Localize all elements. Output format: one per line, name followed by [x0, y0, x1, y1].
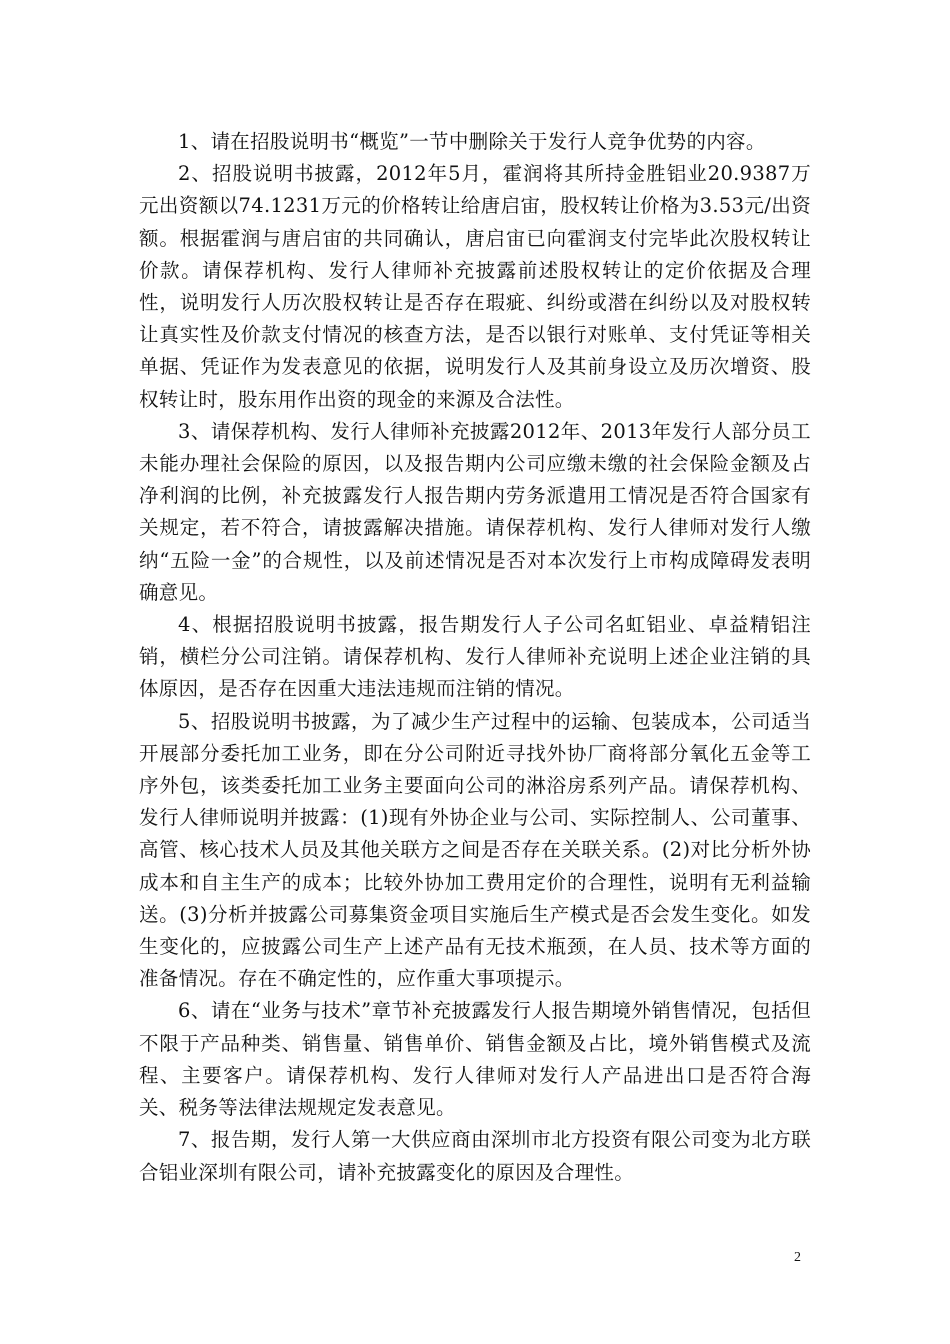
paragraph-3: 3、请保荐机构、发行人律师补充披露2012年、2013年发行人部分员工未能办理社会保险的原因，以及报告期内公司应缴未缴的社会保险金额及占净利润的比例，补充披露发行人报告期内劳务派遣用工情况是否符合国家有关规定，若不符合，请披露解决措施。请保荐机构、发行人律师对发行人缴纳“五险一金”的合规性，以及前述情况是否对本次发行上市构成障碍发表明确意见。: [139, 419, 811, 604]
paragraph-2: 2、招股说明书披露，2012年5月，霍润将其所持金胜铝业20.9387万元出资额以74.1231万元的价格转让给唐启宙，股权转让价格为3.53元/出资额。根据霍润与唐启宙的共同确认，唐启宙已向霍润支付完毕此次股权转让价款。请保荐机构、发行人律师补充披露前述股权转让的定价依据及合理性，说明发行人历次股权转让是否存在瑕疵、纠纷或潜在纠纷以及对股权转让真实性及价款支付情况的核查方法，是否以银行对账单、支付凭证等相关单据、凭证作为发表意见的依据，说明发行人及其前身设立及历次增资、股权转让时，股东用作出资的现金的来源及合法性。: [139, 162, 811, 411]
paragraph-1: 1、请在招股说明书“概览”一节中删除关于发行人竞争优势的内容。: [178, 130, 766, 153]
paragraph-6: 6、请在“业务与技术”章节补充披露发行人报告期境外销售情况，包括但不限于产品种类、销售量、销售单价、销售金额及占比，境外销售模式及流程、主要客户。请保荐机构、发行人律师对发行人产品进出口是否符合海关、税务等法律法规规定发表意见。: [139, 999, 811, 1120]
document-body: [139, 126, 811, 1189]
page-number: 2: [794, 1250, 801, 1265]
paragraph-4: 4、根据招股说明书披露，报告期发行人子公司名虹铝业、卓益精铝注销，横栏分公司注销。请保荐机构、发行人律师补充说明上述企业注销的具体原因，是否存在因重大违法违规而注销的情况。: [139, 613, 811, 701]
paragraph-7: 7、报告期，发行人第一大供应商由深圳市北方投资有限公司变为北方联合铝业深圳有限公司，请补充披露变化的原因及合理性。: [139, 1128, 811, 1184]
paragraph-5: 5、招股说明书披露，为了减少生产过程中的运输、包装成本，公司适当开展部分委托加工业务，即在分公司附近寻找外协厂商将部分氧化五金等工序外包，该类委托加工业务主要面向公司的淋浴房系列产品。请保荐机构、发行人律师说明并披露：(1)现有外协企业与公司、实际控制人、公司董事、高管、核心技术人员及其他关联方之间是否存在关联关系。(2)对比分析外协成本和自主生产的成本；比较外协加工费用定价的合理性，说明有无利益输送。(3)分析并披露公司募集资金项目实施后生产模式是否会发生变化。如发生变化的，应披露公司生产上述产品有无技术瓶颈，在人员、技术等方面的准备情况。存在不确定性的，应作重大事项提示。: [139, 709, 811, 991]
